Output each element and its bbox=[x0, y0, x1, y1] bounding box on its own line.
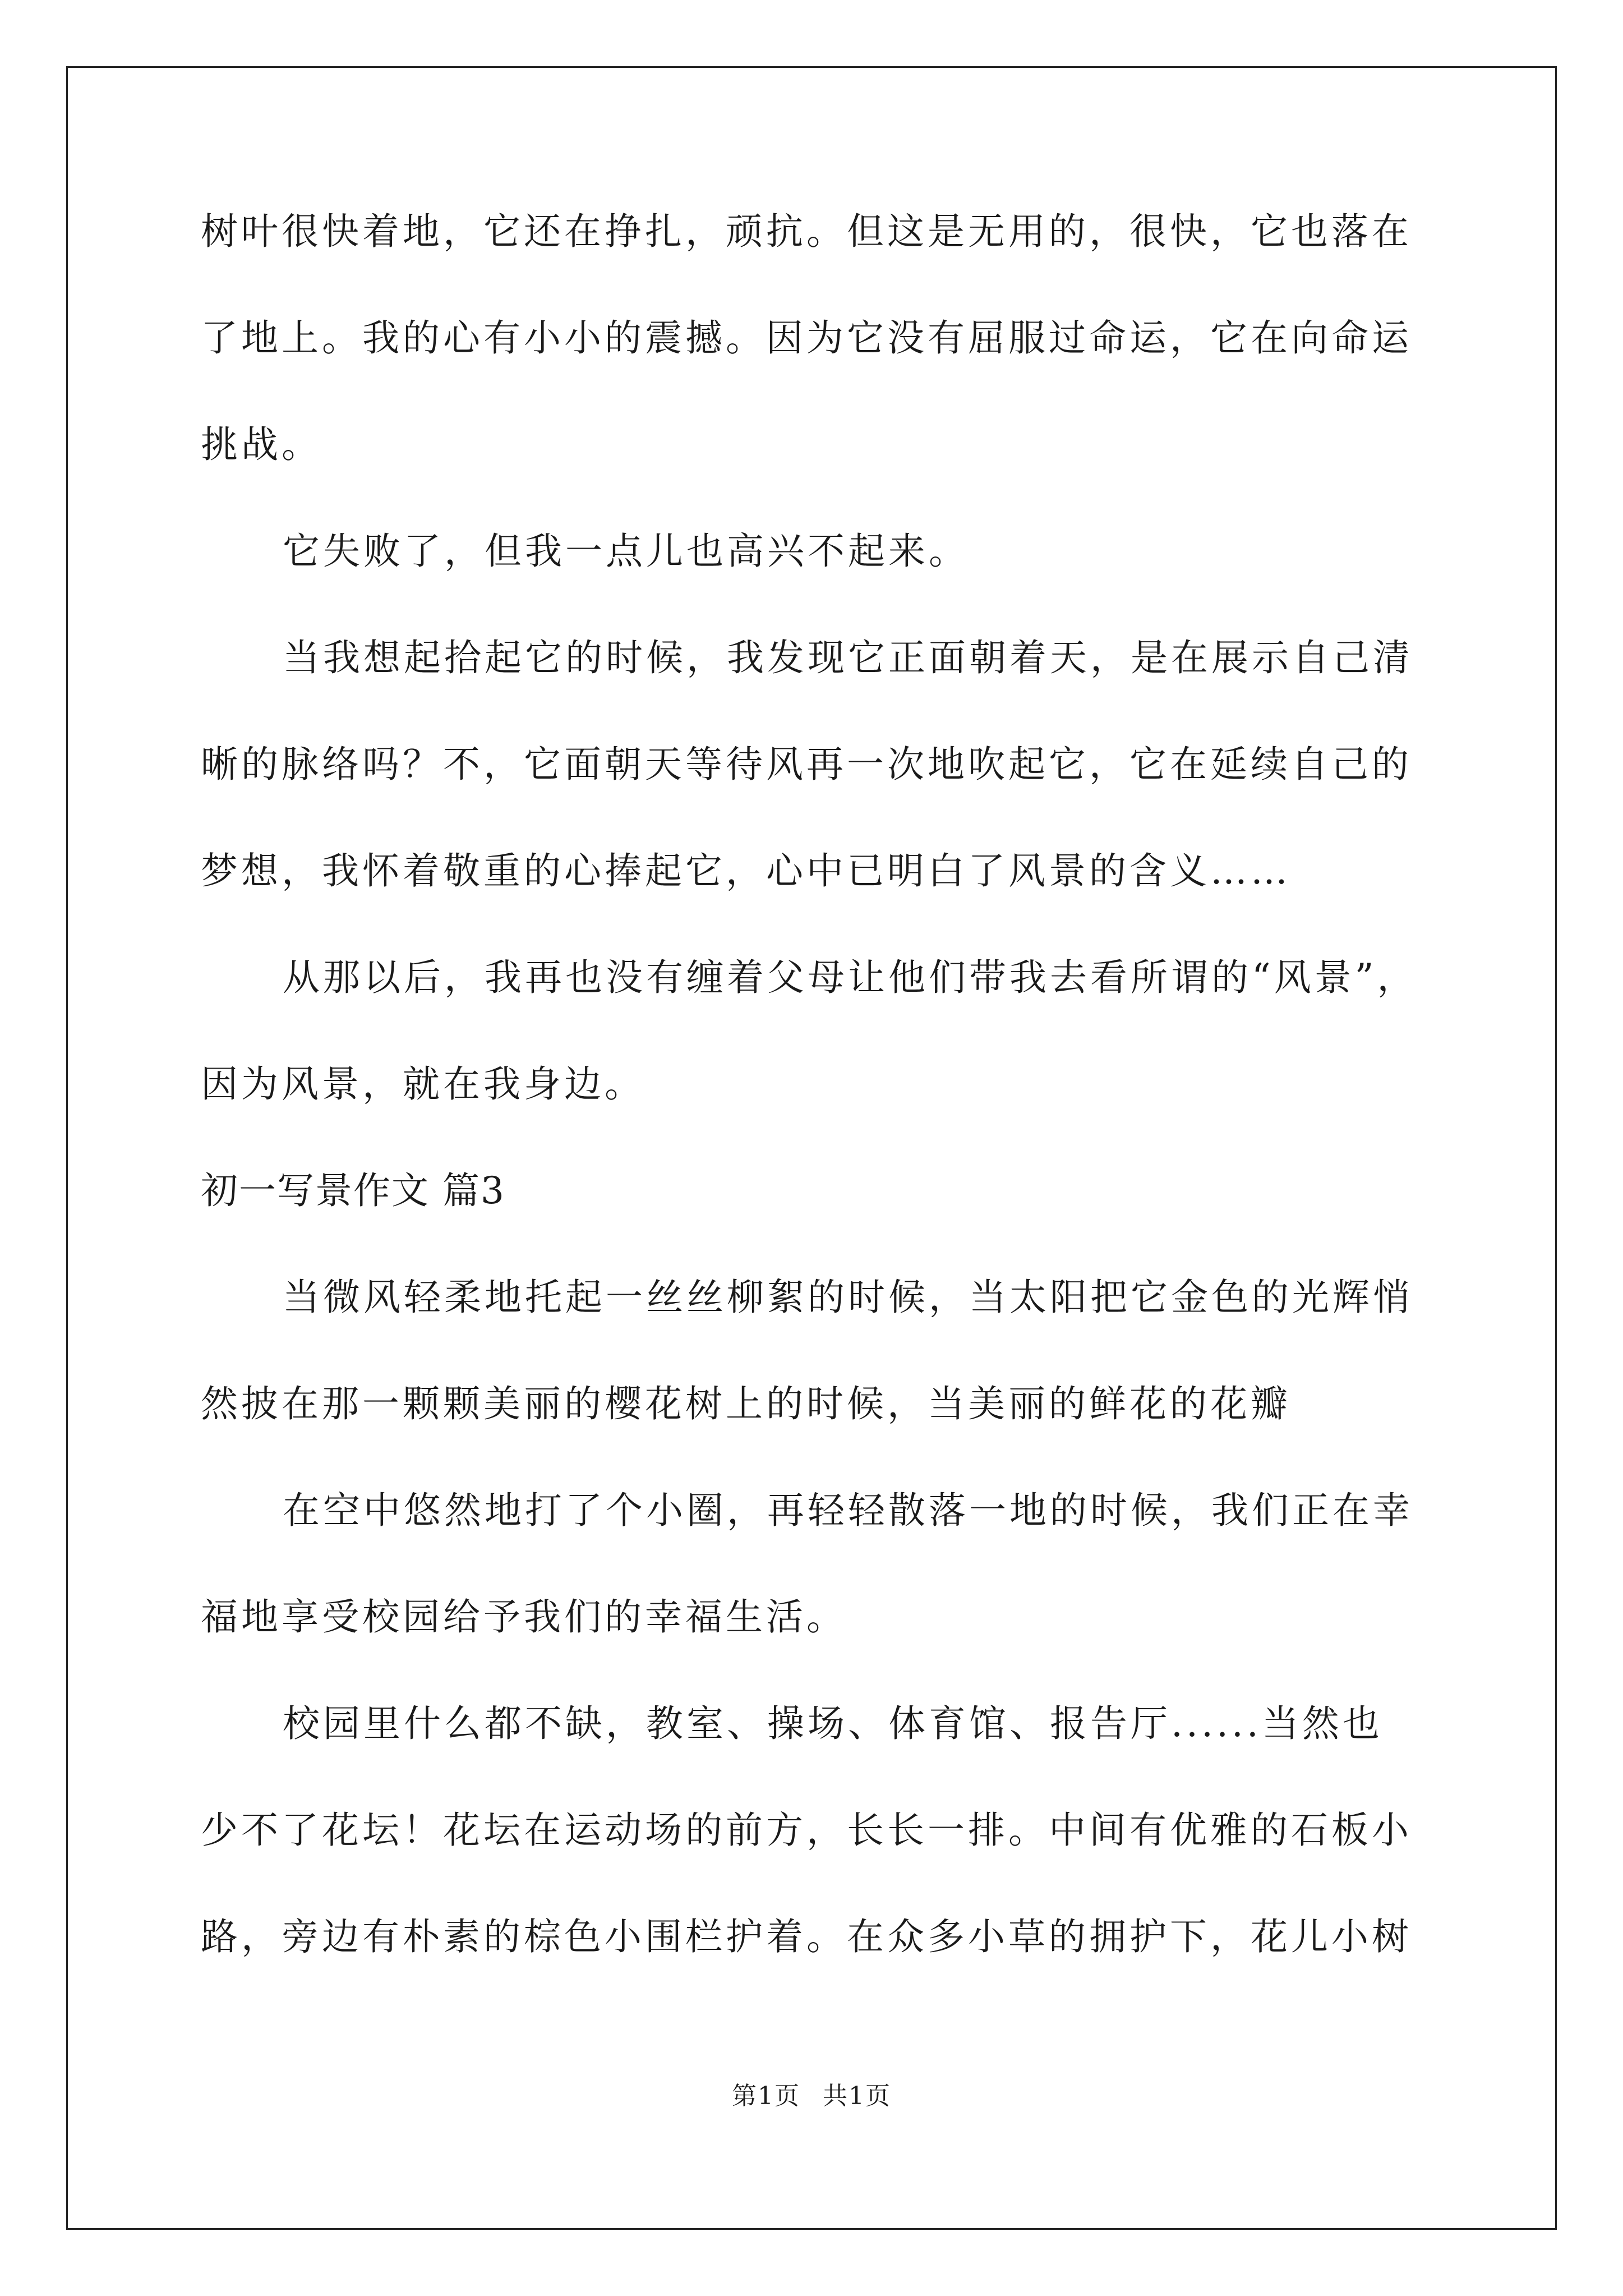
document-body bbox=[201, 210, 1427, 2025]
text-line: 它失败了，但我一点儿也高兴不起来。 bbox=[283, 530, 969, 573]
text-line: 当我想起拾起它的时候，我发现它正面朝着天，是在展示自己清 bbox=[283, 636, 1413, 679]
text-line: 了地上。我的心有小小的震撼。因为它没有屈服过命运，它在向命运 bbox=[201, 316, 1412, 360]
text-line: 当微风轻柔地托起一丝丝柳絮的时候，当太阳把它金色的光辉悄 bbox=[283, 1276, 1413, 1319]
section-heading: 初一写景作文 篇3 bbox=[201, 1169, 505, 1212]
text-line: 因为风景，就在我身边。 bbox=[201, 1062, 645, 1106]
text-line: 梦想，我怀着敬重的心捧起它，心中已明白了风景的含义…… bbox=[201, 849, 1291, 892]
text-line: 然披在那一颗颗美丽的樱花树上的时候，当美丽的鲜花的花瓣 bbox=[201, 1382, 1291, 1425]
text-line: 路，旁边有朴素的棕色小围栏护着。在众多小草的拥护下，花儿小树 bbox=[201, 1915, 1412, 1958]
page-footer bbox=[0, 2076, 1623, 2111]
text-line: 校园里什么都不缺，教室、操场、体育馆、报告厅......当然也 bbox=[283, 1702, 1383, 1745]
page-number-total: 共1页 bbox=[823, 2082, 891, 2110]
text-line: 福地享受校园给予我们的幸福生活。 bbox=[201, 1595, 847, 1639]
page-number-current: 第1页 bbox=[732, 2082, 800, 2110]
text-line: 挑战。 bbox=[201, 423, 322, 466]
text-line: 少不了花坛！花坛在运动场的前方，长长一排。中间有优雅的石板小 bbox=[201, 1809, 1412, 1852]
text-line: 晰的脉络吗？不，它面朝天等待风再一次地吹起它，它在延续自己的 bbox=[201, 743, 1412, 786]
text-line: 从那以后，我再也没有缠着父母让他们带我去看所谓的“风景”， bbox=[283, 956, 1418, 999]
text-line: 树叶很快着地，它还在挣扎，顽抗。但这是无用的，很快，它也落在 bbox=[201, 210, 1412, 253]
text-line: 在空中悠然地打了个小圈，再轻轻散落一地的时候，我们正在幸 bbox=[283, 1489, 1413, 1532]
